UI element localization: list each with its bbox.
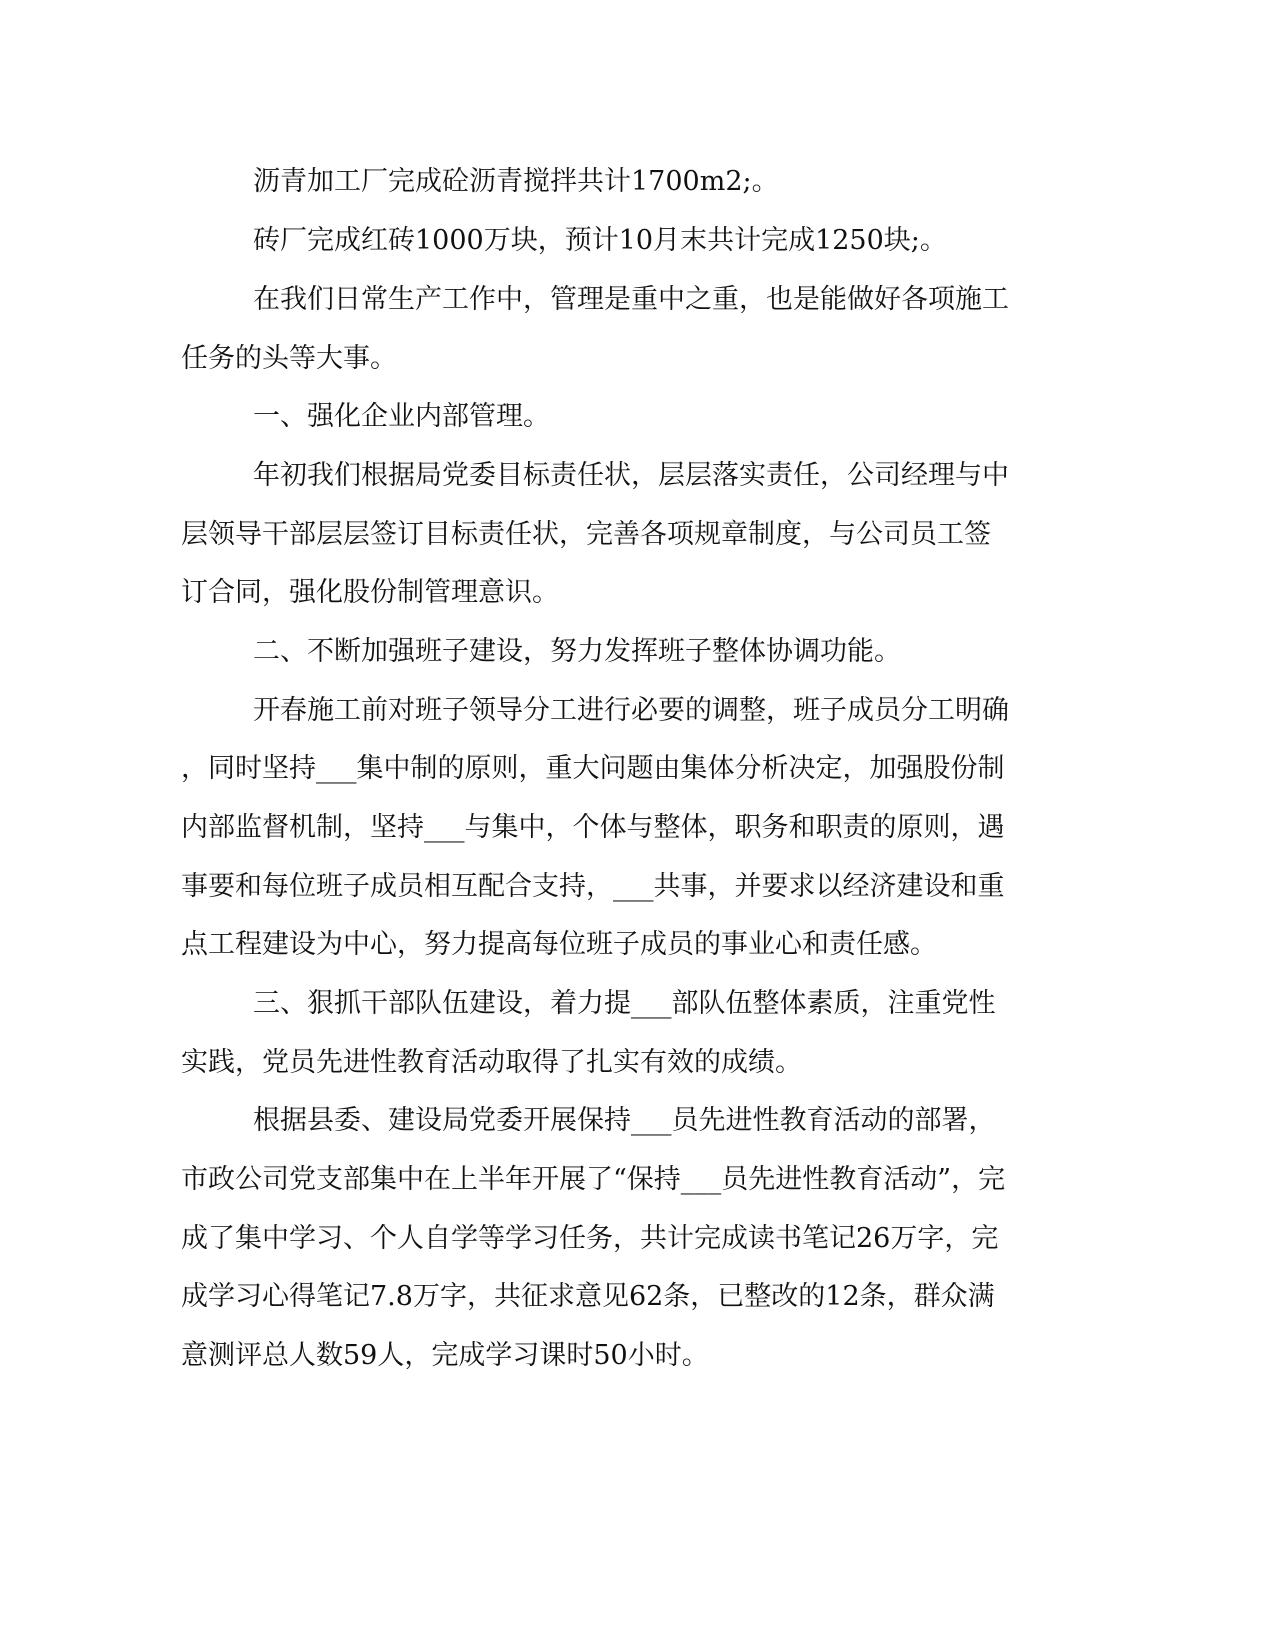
section-heading-3-continued: 实践，党员先进性教育活动取得了扎实有效的成绩。	[181, 1047, 802, 1078]
paragraph-team-line-1: 开春施工前对班子领导分工进行必要的调整，班子成员分工明确	[253, 695, 1009, 726]
paragraph-team-line-5: 点工程建设为中心，努力提高每位班子成员的事业心和责任感。	[181, 929, 937, 960]
paragraph-education-line-3: 成了集中学习、个人自学等学习任务，共计完成读书笔记26万字，完	[181, 1223, 999, 1254]
section-heading-3: 三、狠抓干部队伍建设，着力提___部队伍整体素质，注重党性	[253, 988, 996, 1019]
paragraph-management-line-2: 任务的头等大事。	[181, 343, 397, 374]
paragraph-asphalt-plant: 沥青加工厂完成砼沥青搅拌共计1700m2;。	[253, 166, 779, 197]
paragraph-brick-factory: 砖厂完成红砖1000万块，预计10月末共计完成1250块;。	[253, 225, 947, 256]
paragraph-education-line-4: 成学习心得笔记7.8万字，共征求意见62条，已整改的12条，群众满	[181, 1281, 995, 1312]
section-heading-1: 一、强化企业内部管理。	[253, 401, 550, 432]
paragraph-responsibility-line-2: 层领导干部层层签订目标责任状，完善各项规章制度，与公司员工签	[181, 519, 991, 550]
paragraph-team-line-3: 内部监督机制，坚持___与集中，个体与整体，职务和职责的原则，遇	[181, 812, 1005, 843]
paragraph-team-line-4: 事要和每位班子成员相互配合支持，___共事，并要求以经济建设和重	[181, 871, 1005, 902]
paragraph-team-line-2: ，同时坚持___集中制的原则，重大问题由集体分析决定，加强股份制	[181, 753, 1005, 784]
paragraph-education-line-1: 根据县委、建设局党委开展保持___员先进性教育活动的部署，	[253, 1105, 996, 1136]
paragraph-responsibility-line-3: 订合同，强化股份制管理意识。	[181, 577, 559, 608]
paragraph-education-line-5: 意测评总人数59人，完成学习课时50小时。	[181, 1340, 709, 1371]
section-heading-2: 二、不断加强班子建设，努力发挥班子整体协调功能。	[253, 636, 901, 667]
paragraph-education-line-2: 市政公司党支部集中在上半年开展了“保持___员先进性教育活动”，完	[181, 1164, 1006, 1195]
paragraph-management-line-1: 在我们日常生产工作中，管理是重中之重，也是能做好各项施工	[253, 284, 1009, 315]
paragraph-responsibility-line-1: 年初我们根据局党委目标责任状，层层落实责任，公司经理与中	[253, 460, 1009, 491]
